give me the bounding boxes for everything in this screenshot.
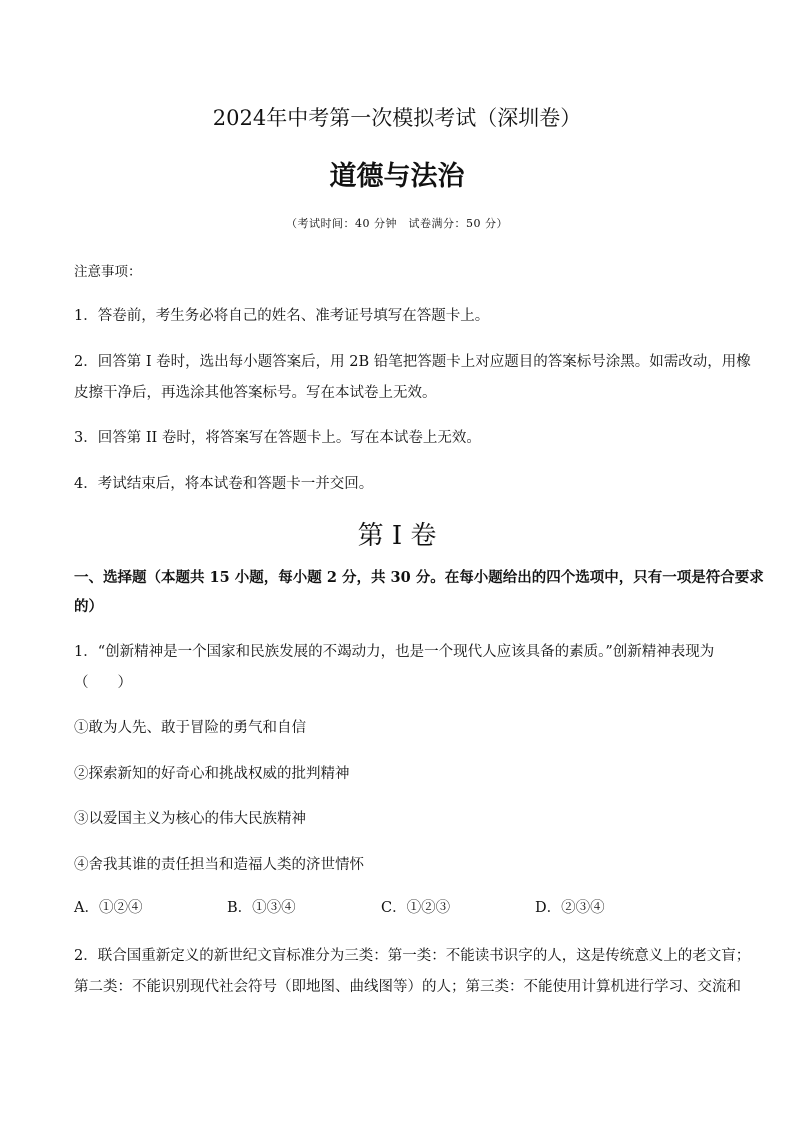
option-b: B．①③④ [227, 900, 296, 916]
notice-item-3: 3．回答第 II 卷时，将答案写在答题卡上。写在本试卷上无效。 [74, 430, 481, 446]
notice-item-2-cont: 皮擦干净后，再选涂其他答案标号。写在本试卷上无效。 [74, 385, 437, 401]
question-1-statement-4: ④舍我其谁的责任担当和造福人类的济世情怀 [74, 857, 364, 873]
option-c: C．①②③ [381, 900, 451, 916]
question-1-options [74, 898, 734, 920]
notice-heading: 注意事项： [74, 264, 142, 280]
section-title: 第 I 卷 [357, 521, 437, 551]
notice-item-4: 4．考试结束后，将本试卷和答题卡一并交回。 [74, 476, 374, 492]
section-instruction-cont: 的） [74, 598, 103, 615]
question-1-blank: （ ） [74, 675, 132, 691]
question-1-statement-1: ①敢为人先、敢于冒险的勇气和自信 [74, 720, 306, 736]
question-1-statement-2: ②探索新知的好奇心和挑战权威的批判精神 [74, 766, 350, 782]
option-d: D．②③④ [535, 900, 605, 916]
question-2-stem-cont: 第二类：不能识别现代社会符号（即地图、曲线图等）的人；第三类：不能使用计算机进行学习、交流和 [74, 979, 741, 995]
notice-item-1: 1．答卷前，考生务必将自己的姓名、准考证号填写在答题卡上。 [74, 308, 490, 324]
option-a: A．①②④ [74, 900, 143, 916]
exam-info: （考试时间：40 分钟 试卷满分：50 分） [286, 217, 508, 230]
subject-title: 道德与法治 [329, 161, 465, 192]
section-instruction: 一、选择题（本题共 15 小题，每小题 2 分，共 30 分。在每小题给出的四个选项中，只有一项是符合要求 [74, 569, 764, 586]
question-2-stem: 2．联合国重新定义的新世纪文盲标准分为三类：第一类：不能读书识字的人，这是传统意义上的老文盲； [74, 948, 751, 964]
exam-title: 2024年中考第一次模拟考试（深圳卷） [212, 106, 582, 130]
notice-item-2: 2．回答第 I 卷时，选出每小题答案后，用 2B 铅笔把答题卡上对应题目的答案标号涂黑。如需改动，用橡 [74, 354, 751, 370]
question-1-statement-3: ③以爱国主义为核心的伟大民族精神 [74, 811, 306, 827]
question-1-stem: 1．“创新精神是一个国家和民族发展的不竭动力，也是一个现代人应该具备的素质。”创新精神表现为 [74, 644, 715, 660]
